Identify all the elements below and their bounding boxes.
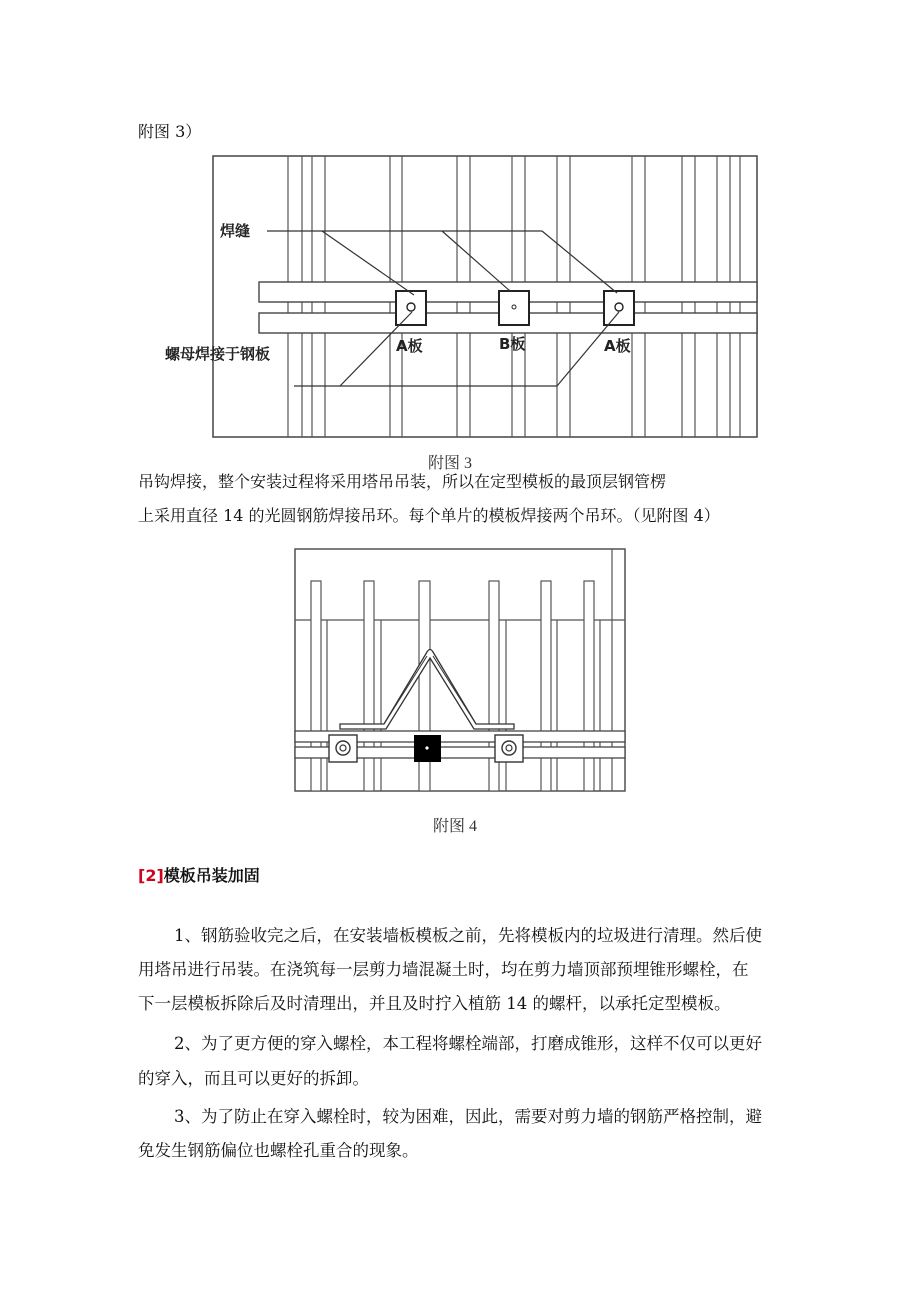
weld-label: 焊缝 (220, 222, 251, 240)
paragraph-1-line-2: 用塔吊进行吊装。在浇筑每一层剪力墙混凝土时，均在剪力墙顶部预埋锥形螺栓，在 (138, 960, 749, 979)
hook-paragraph-line-2: 上采用直径 14 的光圆钢筋焊接吊环。每个单片的模板焊接两个吊环。（见附图 4） (138, 506, 720, 525)
figure-4-diagram (294, 548, 626, 792)
hook-paragraph-line-1: 吊钩焊接，整个安装过程将采用塔吊吊装，所以在定型模板的最顶层钢管楞 (138, 472, 667, 491)
paragraph-3-line-2: 免发生钢筋偏位也螺栓孔重合的现象。 (138, 1141, 419, 1160)
paragraph-1-line-1: 1、钢筋验收完之后，在安装墙板模板之前，先将模板内的垃圾进行清理。然后使 (174, 926, 762, 945)
section-number: [2] (138, 866, 164, 885)
paragraph-3-line-1: 3、为了防止在穿入螺栓时，较为困难，因此，需要对剪力墙的钢筋严格控制，避 (174, 1107, 762, 1126)
plate-a-left-label: A板 (396, 337, 423, 355)
figure-4-caption: 附图 4 (433, 818, 478, 835)
figure-3-diagram (212, 155, 758, 438)
plate-a-right-label: A板 (604, 337, 631, 355)
section-heading (138, 863, 260, 886)
paragraph-1-line-3: 下一层模板拆除后及时清理出，并且及时拧入植筋 14 的螺杆，以承托定型模板。 (138, 994, 731, 1013)
figure-3-caption: 附图 3 (428, 455, 473, 472)
section-title: 模板吊装加固 (163, 866, 260, 885)
plate-b-label: B板 (499, 335, 526, 353)
paragraph-2-line-1: 2、为了更方便的穿入螺栓，本工程将螺栓端部，打磨成锥形，这样不仅可以更好 (174, 1034, 762, 1053)
nut-label-overlay: 螺母焊接于钢板 (165, 345, 271, 363)
paragraph-2-line-2: 的穿入，而且可以更好的拆卸。 (138, 1069, 369, 1088)
intro-line: 附图 3） (138, 122, 202, 141)
